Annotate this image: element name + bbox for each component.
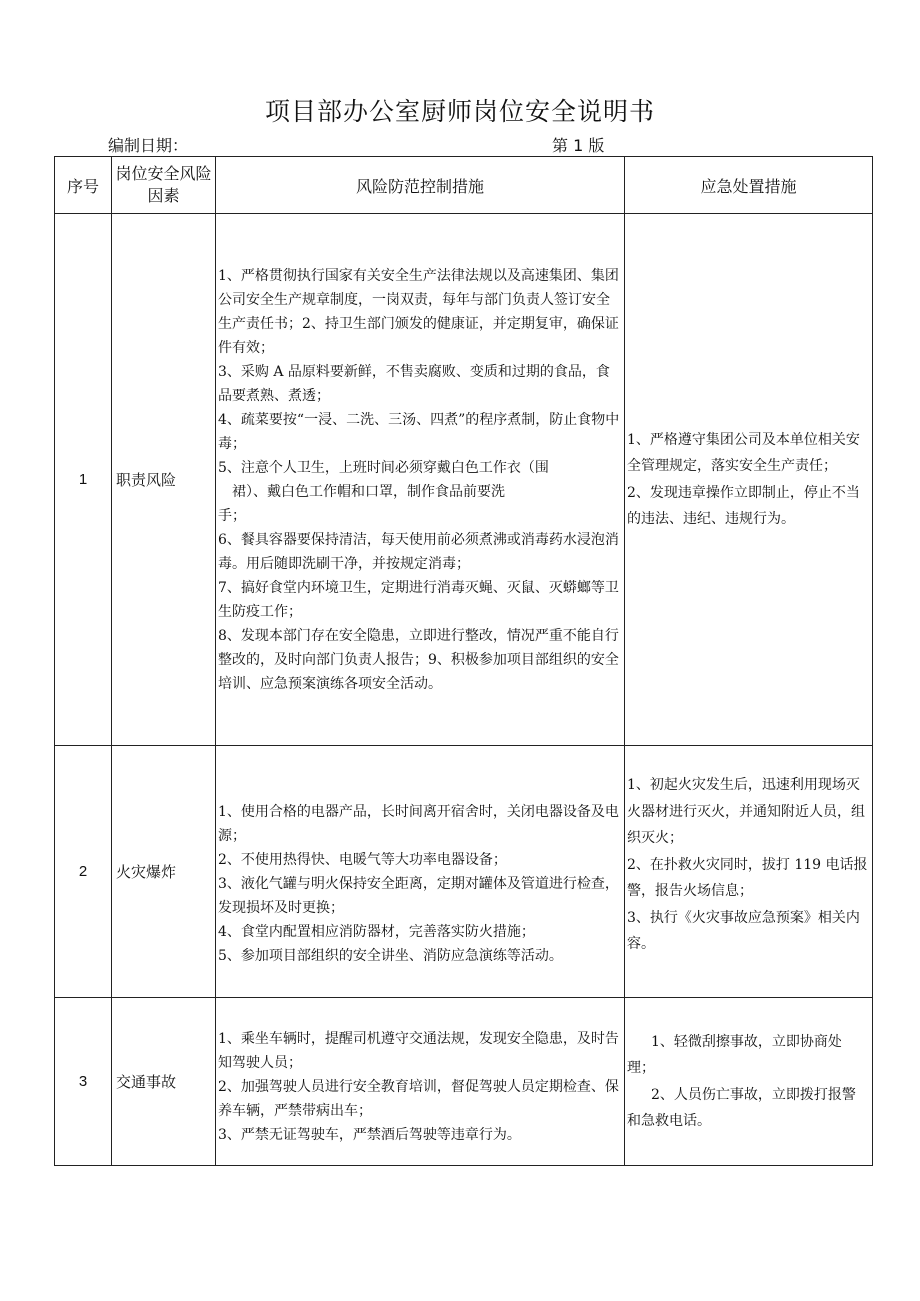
row-seq: 2: [55, 746, 112, 998]
measure-item: 3、严禁无证驾驶车，严禁酒后驾驶等违章行为。: [218, 1126, 521, 1143]
emergency-item: 3、执行《火灾事故应急预案》相关内容。: [627, 909, 860, 952]
measure-item: 7、搞好食堂内环境卫生，定期进行消毒灭蝇、灭鼠、灭蟒螂等卫生防疫工作；: [218, 579, 619, 620]
emergency-item: 1、严格遵守集团公司及本单位相关安全管理规定，落实安全生产责任；: [627, 431, 860, 474]
row-control-measures: [216, 746, 625, 998]
measure-item: 1、严格贯彻执行国家有关安全生产法律法规以及高速集团、集团公司安全生产规章制度，一岗双责，每年与部门负责人签订安全生产责任书；2、持卫生部门颁发的健康证，并定期复审，确保证件有效；: [218, 267, 619, 356]
measure-item: 5、参加项目部组织的安全讲坐、消防应急演练等活动。: [218, 947, 563, 964]
measure-item: 1、使用合格的电器产品，长时间离开宿舍时，关闭电器设备及电源；: [218, 803, 619, 844]
header-control-measures: 风险防范控制措施: [216, 157, 625, 214]
row-control-measures: [216, 214, 625, 746]
header-seq: 序号: [55, 157, 112, 214]
table-row: [55, 746, 873, 998]
measure-item: 1、乘坐车辆时，提醒司机遵守交通法规，发现安全隐患，及时告知驾驶人员；: [218, 1030, 619, 1071]
emergency-item: 2、发现违章操作立即制止，停止不当的违法、违纪、违规行为。: [627, 484, 860, 527]
row-control-measures: [216, 998, 625, 1166]
measure-item: 6、餐具容器要保持清洁，每天使用前必须煮沸或消毒药水浸泡消毒。用后随即洗刷干净，并按规定消毒；: [218, 531, 619, 572]
header-risk-factor: 岗位安全风险因素: [112, 157, 216, 214]
row-seq: 3: [55, 998, 112, 1166]
header-emergency-measures: 应急处置措施: [625, 157, 873, 214]
measure-item: 裙）、戴白色工作帽和口罩，制作食品前要洗: [232, 483, 505, 500]
measure-item: 3、采购 A 品原料要新鲜，不售卖腐败、变质和过期的食品，食品要煮熟、煮透；: [218, 363, 610, 404]
measure-item: 8、发现本部门存在安全隐患，立即进行整改，情况严重不能自行整改的，及时向部门负责人报告；9、积极参加项目部组织的安全培训、应急预案演练各项安全活动。: [218, 627, 619, 692]
measure-item: 5、注意个人卫生，上班时间必须穿戴白色工作衣（围: [218, 459, 549, 476]
measure-item: 手；: [218, 507, 246, 524]
row-seq: 1: [55, 214, 112, 746]
row-risk-factor: 职责风险: [112, 214, 216, 746]
measure-item: 2、不使用热得快、电暖气等大功率电器设备；: [218, 851, 507, 868]
row-emergency-measures: [625, 746, 873, 998]
document-title: 项目部办公室厨师岗位安全说明书: [264, 97, 655, 126]
measure-item: 4、疏菜要按“一浸、二洗、三汤、四煮”的程序煮制，防止食物中毒；: [218, 411, 620, 452]
emergency-item: 1、初起火灾发生后，迅速利用现场灭火器材进行灭火，并通知附近人员，组织灭火；: [627, 777, 865, 846]
compile-date-label: 编制日期：: [108, 136, 189, 155]
emergency-item: 2、在扑救火灾同时，拔打 119 电话报警，报告火场信息；: [627, 856, 868, 899]
row-risk-factor: 火灾爆炸: [112, 746, 216, 998]
emergency-item: 1、轻微刮擦事故，立即协商处理；: [627, 1033, 842, 1076]
row-risk-factor: 交通事故: [112, 998, 216, 1166]
measure-item: 3、液化气罐与明火保持安全距离，定期对罐体及管道进行检查，发现损坏及时更换；: [218, 875, 619, 916]
table-header-row: [55, 157, 873, 214]
table-row: [55, 998, 873, 1166]
row-emergency-measures: [625, 214, 873, 746]
safety-table: [54, 156, 873, 1166]
measure-item: 2、加强驾驶人员进行安全教育培训，督促驾驶人员定期检查、保养车辆，严禁带病出车；: [218, 1078, 619, 1119]
measure-item: 4、食堂内配置相应消防器材，完善落实防火措施；: [218, 923, 535, 940]
table-row: [55, 214, 873, 746]
version-label: 第 1 版: [552, 136, 605, 155]
emergency-item: 2、人员伤亡事故，立即拨打报警和急救电话。: [627, 1086, 856, 1129]
row-emergency-measures: [625, 998, 873, 1166]
